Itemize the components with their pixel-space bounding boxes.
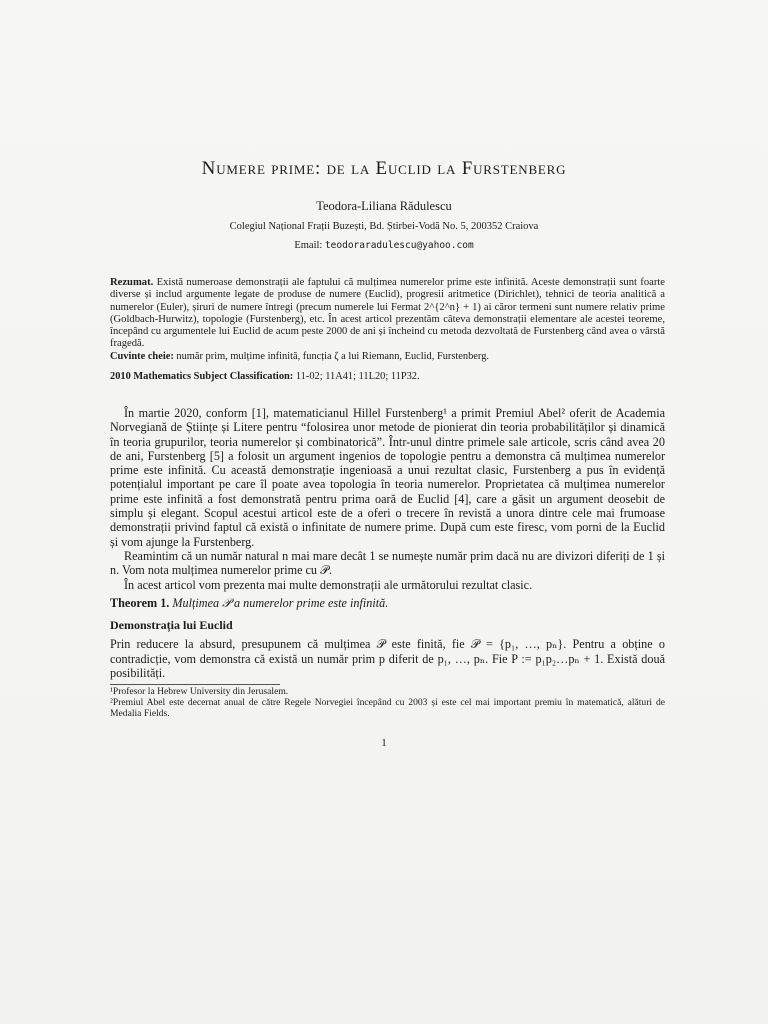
author-affiliation: Colegiul Național Frații Buzești, Bd. Știrbei-Vodă No. 5, 200352 Craiova [229,221,539,232]
footnote: ¹Profesor la Hebrew University din Jerusalem. [110,686,289,697]
paper-title: Numere prime: de la Euclid la Furstenberg [201,158,567,179]
author-email [0,240,768,251]
footnote-rule [110,684,280,685]
msc-text: 11-02; 11A41; 11L20; 11P32. [295,371,420,382]
paragraph: În martie 2020, conform [1], matematicianul Hillel Furstenberg¹ a primit Premiul Abel² oferit de Academia Norvegiană de Științe și Litere pentru “folosirea unor metode de pionierat din teoria probabilităților și dinamică în teoria grupurilor, teoria numerelor și combinatorică”. Într-unul dintre primele sale articole, scris când avea 20 de ani, Furstenberg [5] a folosit un argument ingenios de topologie pentru a demonstra că mulțimea numerelor prime este infinită. Cu această demonstrație ingenioasă a unui rezultat clasic, Furstenberg a pus în evidență potențialul important pe care îl poate avea topologia în teoria numerelor. Proprietatea că mulțimea numerelor prime este infinită a fost demonstrată pentru prima oară de Euclid [4], care a găsit un argument deosebit de simplu și elegant. Scopul acestui articol este de a oferi o trecere în revistă a unora dintre cele mai frumoase demonstrații privind faptul că există o infinitate de numere prime. După cum este firesc, vom porni de la Euclid și vom ajunge la Furstenberg. [110,406,665,549]
author-name: Teodora-Liliana Rădulescu [316,199,452,213]
theorem [110,596,665,611]
abstract [110,277,665,351]
proof-text: Prin reducere la absurd, presupunem că mulțimea 𝒫 este finită, fie 𝒫 = {p₁, …, pₙ}. Pentru a obține o contradicție, vom demonstra că există un număr prim p diferit de p₁, …, pₙ. Fie P := p₁p₂…pₙ + 1. Există două posibilități. [110,637,665,681]
email-address: teodoraradulescu@yahoo.com [324,240,474,251]
msc-classification [110,371,665,382]
theorem-text: Mulțimea 𝒫 a numerelor prime este infinită. [172,596,389,610]
theorem-label: Theorem 1. [110,596,170,610]
msc-label: 2010 Mathematics Subject Classification: [110,371,294,382]
abstract-label: Rezumat. [110,277,154,288]
abstract-text: Există numeroase demonstrații ale faptului că mulțimea numerelor prime este infinită. Aceste demonstrații sunt foarte diverse și includ argumente legate de produse de numere (Euclid), progresii aritmetice (Dirichlet), tehnici de teoria analitică a numerelor (Euler), șiruri de numere întregi (precum numerele lui Fermat 2^{2^n} + 1) ai căror termeni sunt numere relativ prime (Goldbach-Hurwitz), topologie (Furstenberg), etc. În acest articol prezentăm câteva demonstrații elementare ale acestei teoreme, începând cu argumentele lui Euclid de acum peste 2000 de ani și încheind cu metoda dezvoltată de Furstenberg când avea o vârstă fragedă. [110,277,665,350]
paragraph: În acest articol vom prezenta mai multe demonstrații ale următorului rezultat clasic. [124,577,533,592]
keywords [110,351,665,362]
page-number: 1 [381,737,387,749]
keywords-label: Cuvinte cheie: [110,351,174,362]
email-label: Email: [294,240,323,251]
paragraph: Reamintim că un număr natural n mai mare decât 1 se numește număr prim dacă nu are divizori diferiți de 1 și n. Vom nota mulțimea numerelor prime cu 𝒫. [110,548,665,578]
keywords-text: număr prim, mulțime infinită, funcția ζ a lui Riemann, Euclid, Furstenberg. [176,351,489,362]
body-text [110,406,665,592]
section-title: Demonstrația lui Euclid [110,618,233,632]
footnote: ²Premiul Abel este decernat anual de către Regele Norvegiei începând cu 2003 și este cel mai important premiu în matematică, alături de Medalia Fields. [110,697,665,719]
